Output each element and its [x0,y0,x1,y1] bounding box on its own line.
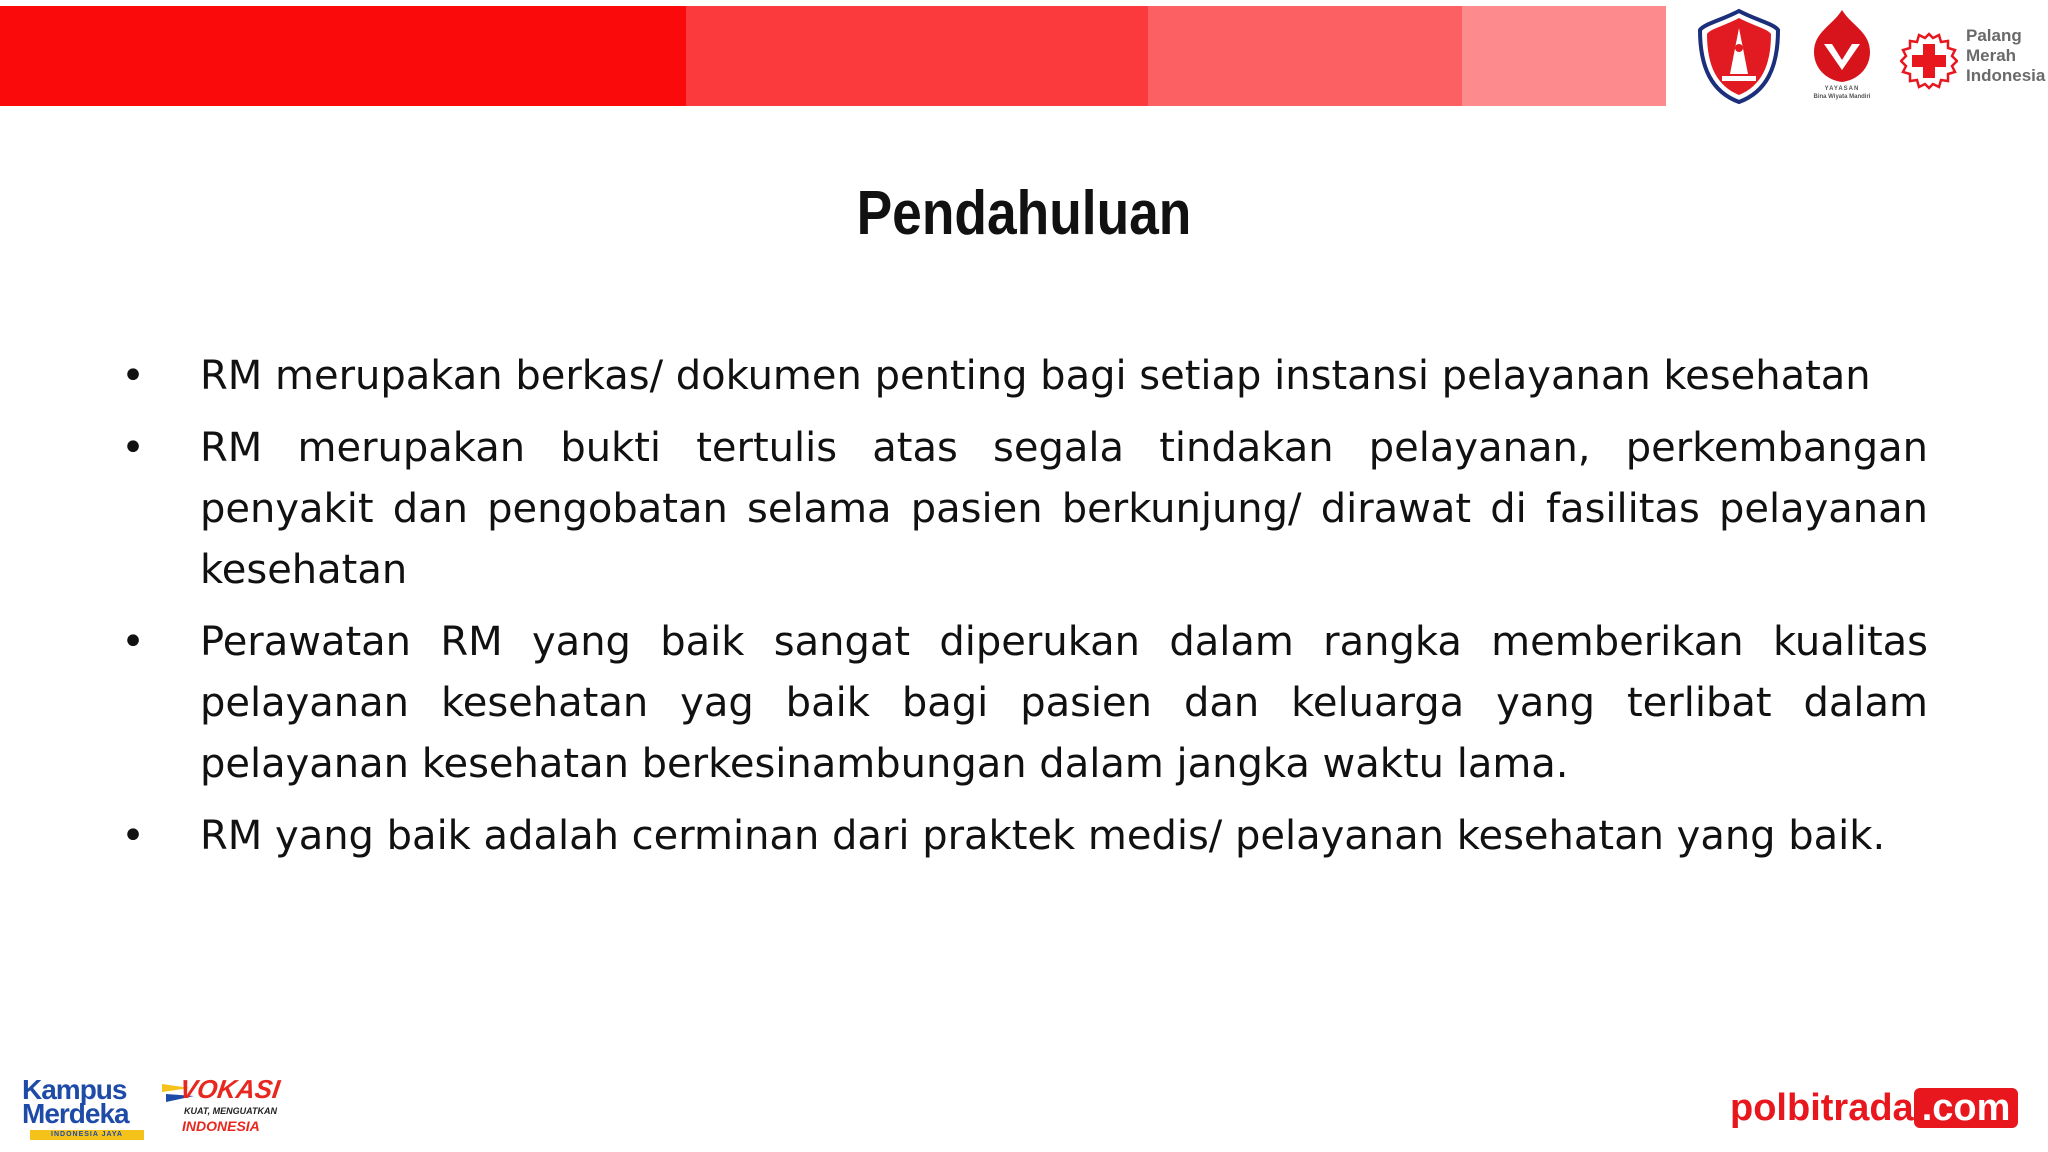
yayasan-flame-icon [1800,6,1884,86]
bullet-dot-icon: • [121,425,145,471]
bullet-text: Perawatan RM yang baik sangat diperukan dalam rangka memberikan kualitas pelayanan kesehatan yag baik bagi pasien dan keluarga yang terlibat dalam pelayanan kesehatan berkesinambungan dalam jangka waktu lama. [200,619,1928,787]
bullet-list [0,346,2048,878]
yayasan-logo [1800,6,1884,106]
bullet-dot-icon: • [121,813,145,859]
university-shield-icon [1696,8,1782,104]
kampus-merdeka-line-1: Kampus [22,1074,127,1105]
bullet-item [121,346,1928,407]
pmi-name [1966,26,2048,86]
polbitrada-logo [1730,1086,2018,1130]
header-band-segment-2 [686,6,1148,106]
header-band-segment-3 [1148,6,1462,106]
vokasi-tagline: KUAT, MENGUATKAN [184,1106,277,1116]
pmi-name-line-3: Indonesia [1966,66,2046,85]
pmi-name-line-1: Palang [1966,26,2022,45]
yayasan-label: YAYASAN [1824,86,1860,92]
kampus-merdeka-sub: INDONESIA JAYA [30,1130,144,1140]
bullet-dot-icon: • [121,619,145,665]
red-cross-icon [1900,32,1958,90]
bullet-item [121,418,1928,601]
bullet-item [121,612,1928,795]
vokasi-title: VOKASI [177,1074,282,1104]
slide-title: Pendahuluan [856,179,1192,248]
vokasi-tagline-2: INDONESIA [182,1118,260,1134]
header-band-segment-1 [0,6,686,106]
vokasi-logo [160,1070,282,1138]
pmi-logo [1900,22,2048,92]
kampus-merdeka-line-2: Merdeka [22,1098,129,1129]
bullet-text: RM merupakan bukti tertulis atas segala tindakan pelayanan, perkembangan penyakit dan pengobatan selama pasien berkunjung/ dirawat di fasilitas pelayanan kesehatan [200,425,1928,593]
polbitrada-name: polbitrada [1730,1087,1914,1129]
bullet-dot-icon: • [121,353,145,399]
header-band-segment-4 [1462,6,1666,106]
bullet-text: RM merupakan berkas/ dokumen penting bagi setiap instansi pelayanan kesehatan [200,353,1871,399]
bullet-item [121,806,1928,867]
polbitrada-tld: .com [1914,1088,2019,1128]
pmi-name-line-2: Merah [1966,46,2017,65]
yayasan-name: Bina Wiyata Mandiri [1813,94,1871,100]
kampus-merdeka-logo [22,1074,152,1140]
bullet-text: RM yang baik adalah cerminan dari praktek medis/ pelayanan kesehatan yang baik. [200,813,1886,859]
